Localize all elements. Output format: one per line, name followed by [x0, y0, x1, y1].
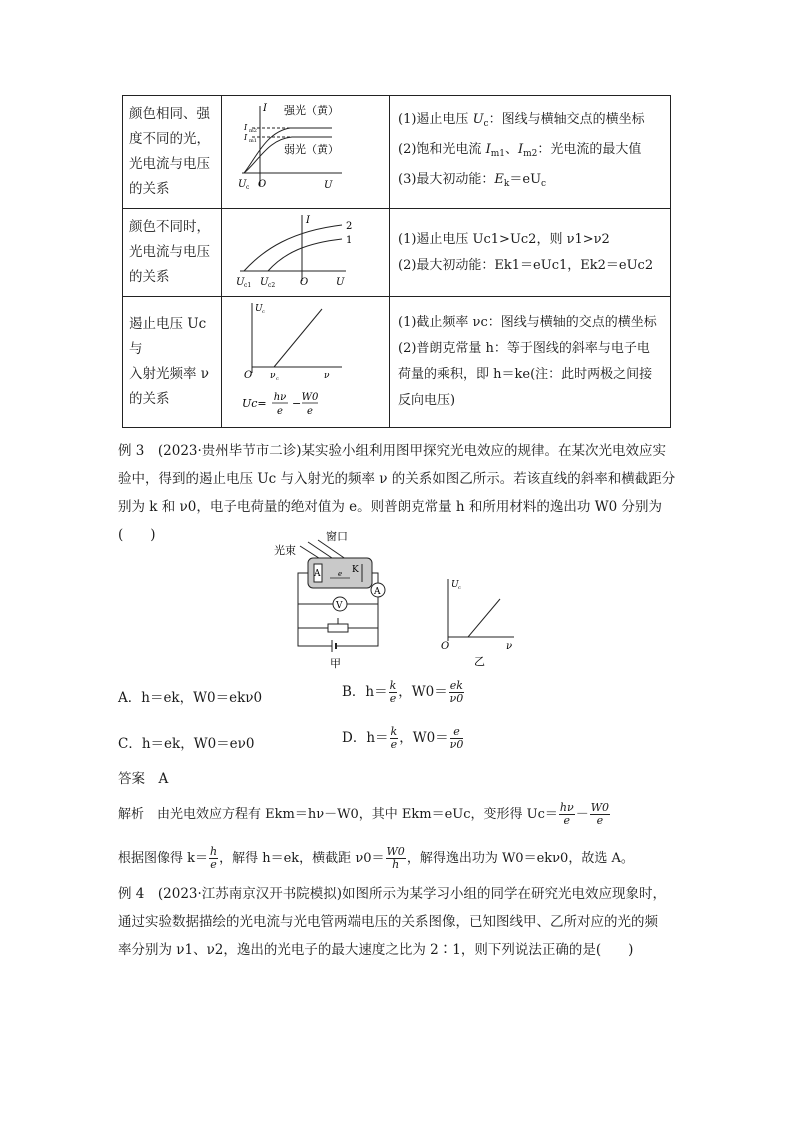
- label-im1: I: [244, 133, 248, 142]
- svg-text:c: c: [246, 184, 250, 191]
- option-b[interactable]: B．h＝ $\frac{k}{e}$ ，W0＝ $\frac{ek}{\nu 0}$: [342, 679, 464, 705]
- label-I: I: [306, 215, 310, 226]
- svg-text:ν: ν: [506, 641, 513, 652]
- graph-intensity: [222, 96, 388, 204]
- label-weak: 弱光（黄）: [284, 143, 339, 156]
- svg-text:c: c: [262, 309, 265, 315]
- note-item: (2)最大初动能：Ek1＝eUc1，Ek2＝eUc2: [398, 257, 654, 273]
- svg-text:V: V: [336, 601, 343, 611]
- row-graph: [222, 297, 390, 428]
- label-1: 1: [346, 235, 353, 246]
- rheostat: [328, 624, 348, 632]
- window-label: 窗口: [326, 530, 348, 543]
- figure-jia-circuit: [270, 528, 400, 670]
- figure-yi-graph: [436, 575, 526, 667]
- table-row: [123, 297, 671, 428]
- label-strong: 强光（黄）: [284, 104, 339, 117]
- label-vc: ν: [270, 371, 276, 381]
- label-Uc2: U: [260, 277, 269, 288]
- label-I: I: [263, 103, 267, 114]
- example3-question: 例 3 (2023·贵州毕节市二诊)某实验小组利用图甲探究光电效应的规律。在某次光电效应实 验中，得到的遏止电压 Uc 与入射光的频率 ν 的关系如图乙所示。若该直线的斜率和横截距分 别为 k 和 ν0，电子电荷量的绝对值为 e。则普朗克常量 h 和所用材料的逸出功 W0 分别为( ): [118, 443, 676, 543]
- svg-text:A: A: [374, 587, 381, 597]
- formula-minus: −: [292, 397, 302, 410]
- label-Uc1: U: [236, 277, 245, 288]
- example4-question: 例 4 (2023·江苏南京汉开书院模拟)如图所示为某学习小组的同学在研究光电效应现象时， 通过实验数据描绘的光电流与光电管两端电压的关系图像，已知图线甲、乙所对应的光的频 率分别为 ν1、ν2，逸出的光电子的最大速度之比为 2∶1，则下列说法正确的是( ): [118, 886, 667, 958]
- svg-text:c2: c2: [268, 282, 276, 289]
- label-v: ν: [324, 371, 330, 381]
- answer-line: 答案 A: [118, 771, 169, 787]
- row-label: 遏止电压 Uc 与 入射光频率 ν 的关系: [123, 297, 222, 428]
- row-graph: [222, 96, 390, 209]
- beam-label: 光束: [274, 544, 296, 557]
- label-O: O: [244, 370, 253, 381]
- svg-text:m2: m2: [249, 128, 257, 134]
- label-2: 2: [346, 221, 353, 232]
- caption-jia: 甲: [330, 657, 341, 670]
- label-U: U: [336, 277, 345, 288]
- electrode-K: K: [352, 565, 359, 575]
- label-O: O: [300, 277, 309, 288]
- svg-text:A: A: [314, 569, 321, 579]
- row-label: 颜色不同时， 光电流与电压 的关系: [123, 209, 222, 297]
- svg-text:c1: c1: [244, 282, 252, 289]
- label-Uc: U: [255, 304, 263, 314]
- formula-f1-den: e: [277, 406, 283, 417]
- svg-text:O: O: [441, 641, 450, 652]
- row-notes: [390, 96, 671, 209]
- svg-text:c: c: [276, 376, 279, 382]
- formula-lhs: Uc=: [242, 397, 267, 410]
- label-U: U: [324, 180, 333, 191]
- note-item: (3)最大初动能：$E_k=eU_c$: [398, 172, 547, 189]
- note-item: (2)饱和光电流 $I_{m1}$、$I_{m2}$：光电流的最大值: [398, 142, 642, 159]
- note-item: (2)普朗克常量 h：等于图线的斜率与电子电: [398, 341, 650, 356]
- option-d[interactable]: D．h＝ $\frac{k}{e}$ ，W0＝ $\frac{e}{\nu 0}$: [342, 725, 464, 751]
- label-O: O: [258, 179, 267, 190]
- note-item: (1)遏止电压 Uc1>Uc2，则 ν1>ν2: [398, 231, 610, 247]
- svg-text:U: U: [451, 580, 459, 590]
- row-label: 颜色相同、强 度不同的光， 光电流与电压 的关系: [123, 96, 222, 209]
- caption-yi: 乙: [474, 655, 485, 667]
- option-c[interactable]: C．h＝ek，W0＝eν0: [118, 736, 255, 752]
- formula-f1-num: hν: [273, 392, 287, 403]
- graph-color: [222, 209, 388, 292]
- note-item: 反向电压): [398, 393, 456, 408]
- curve-2: [244, 225, 342, 271]
- svg-text:c: c: [458, 585, 461, 591]
- row-notes: [390, 209, 671, 297]
- comparison-table: [122, 95, 671, 428]
- electron-label: e: [338, 570, 343, 578]
- table-row: [123, 96, 671, 209]
- line-uc-v: [274, 309, 322, 367]
- graph-frequency: [222, 297, 388, 423]
- formula-f2-num: W0: [301, 392, 319, 403]
- label-Uc: U: [238, 179, 247, 190]
- analysis-line2: 根据图像得 k＝ $\frac{h}{e}$ ，解得 h＝ek，横截距 ν0＝ $\frac{W0}{h}$ ，解得逸出功为 W0＝ekν0，故选 A。: [118, 845, 634, 871]
- label-im2: I: [244, 123, 248, 132]
- svg-text:m1: m1: [249, 138, 257, 144]
- table-row: [123, 209, 671, 297]
- formula-f2-den: e: [307, 406, 313, 417]
- note-item: 荷量的乘积，即 h＝ke(注：此时两极之间接: [398, 367, 653, 382]
- option-a[interactable]: A．h＝ek，W0＝ekν0: [118, 690, 263, 706]
- note-item: (1)截止频率 νc：图线与横轴的交点的横坐标: [398, 315, 657, 330]
- analysis-line1: 解析 由光电效应方程有 Ekm＝hν－W0，其中 Ekm＝eUc，变形得 Uc＝ $\frac{h\nu}{e}$ － $\frac{W0}{e}$: [118, 801, 610, 827]
- row-notes: [390, 297, 671, 428]
- row-graph: [222, 209, 390, 297]
- line-yi: [468, 599, 500, 637]
- note-item: (1)遏止电压 $U_c$：图线与横轴交点的横坐标: [398, 112, 645, 129]
